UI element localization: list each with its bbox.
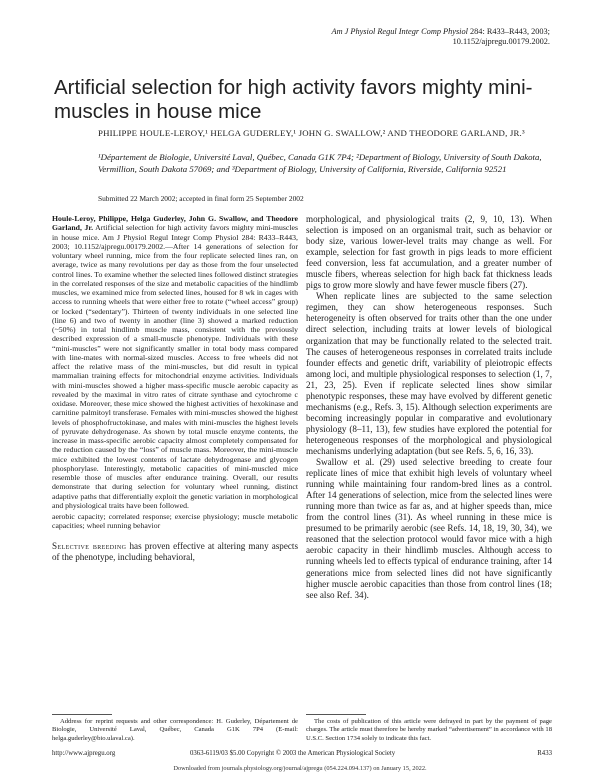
- journal-citation: [290, 27, 550, 47]
- footnote-divider-left: [52, 714, 112, 715]
- author-list: PHILIPPE HOULE-LEROY,¹ HELGA GUDERLEY,¹ JOHN G. SWALLOW,² AND THEODORE GARLAND, JR.³: [98, 128, 525, 138]
- article-title: Artificial selection for high activity favors mighty mini-muscles in house mice: [54, 76, 533, 123]
- affiliations: ¹Département de Biologie, Université Laval, Québec, Canada G1K 7P4; ²Department of Biology, University of South Dakota, Vermillion, South Dakota 57069; and ³Department of Biology, University of California, Riverside, California 92521: [98, 152, 542, 174]
- journal-doi: 10.1152/ajpregu.00179.2002.: [452, 37, 550, 46]
- journal-name: Am J Physiol Regul Integr Comp Physiol: [331, 27, 468, 36]
- footnote-divider-right: [306, 714, 366, 715]
- intro-text: has proven effective at altering many aspects of the phenotype, including behavioral,: [52, 540, 298, 562]
- body-paragraph-2: When replicate lines are subjected to the same selection regimen, they can show heterogeneous responses. Such heterogeneity is often observed for traits other than the one under direct selection, including traits at lower levels of biological organization that may be functionally related to the selected trait. The causes of heterogeneous responses in correlated traits include founder effects and genetic drift, variability of pleiotropic effects among loci, and multiple physiological responses to selection (1, 7, 21, 23, 25). Even if replicate selected lines show similar phenotypic responses, these may have evolved by different genetic mechanisms (e.g., Refs. 3, 15). Although selection experiments are becoming increasingly popular in comparative and evolutionary physiology (8–11, 13), few studies have explored the potential for heterogeneous responses of the morphological and physiological mechanisms underlying adaptation (but see Refs. 5, 6, 16, 33).: [306, 291, 552, 456]
- journal-volume-pages: 284: R433–R443, 2003;: [467, 27, 550, 36]
- body-paragraph-3: Swallow et al. (29) used selective breeding to create four replicate lines of mice that exhibit high levels of voluntary wheel running while maintaining four random-bred lines as a control. After 14 generations of selection, mice from the selected lines were running more than twice as far as, and at higher speeds than, mice from the control lines (31). As wheel running in these mice is presumed to be primarily aerobic (see Refs. 14, 18, 19, 30, 34), we reasoned that the selection protocol would favor mice with a high aerobic capacity in their hindlimb muscles. Although access to running wheels led to effects typical of endurance training, after 14 generations mice from selected lines did not have significantly higher muscle aerobic capacities than those from control lines (18; see also Ref. 34).: [306, 457, 552, 600]
- abstract-lead-authors: Houle-Leroy, Philippe, Helga Guderley, John G. Swallow, and Theodore Garland, Jr.: [52, 214, 298, 233]
- intro-smallcaps: Selective breeding: [52, 540, 127, 551]
- page-number: R433: [537, 750, 552, 757]
- journal-url-link[interactable]: http://www.ajpregu.org: [52, 750, 116, 757]
- abstract-text: Artificial selection for high activity favors mighty mini-muscles in house mice. Am J Physiol Regul Integr Comp Physiol 284: R433–R443, 2003; 10.1152/ajpregu.00179.2002.—After 14 generations of selection for voluntary wheel running, mice from the four replicate selected lines ran, on average, twice as many revolutions per day as those from the four unselected control lines. To examine whether the selected lines followed distinct strategies in the correlated responses of the size and metabolic capacities of the hindlimb muscles, we examined mice from selected lines, housed for 8 wk in cages with access to running wheels that were either free to rotate (“wheel access” group) or locked (“sedentary”). Thirteen of twenty individuals in one selected line (line 6) and two of twenty in another (line 3) showed a marked reduction (~50%) in total hindlimb muscle mass, consistent with the previously described expression of a small-muscle phenotype. Individuals with these “mini-muscles” were not significantly smaller in total body mass compared with line-mates with normal-sized muscles. Access to free wheels did not affect the relative mass of the mini-muscles, but did result in typical mammalian training effects for mitochondrial enzyme activities. Individuals with mini-muscles showed a higher mass-specific muscle aerobic capacity as revealed by the maximal in vitro rates of citrate synthase and cytochrome c oxidase. Moreover, these mice showed the highest activities of hexokinase and carnitine palmitoyl transferase. Females with mini-muscles showed the highest levels of phosphofructokinase, and males with mini-muscles the highest levels of pyruvate dehydrogenase. As shown by total muscle enzyme contents, the increase in mass-specific aerobic capacity almost completely compensated for the reduction caused by the “loss” of muscle mass. Moreover, the mini-muscle mice exhibited the lowest contents of lactate dehydrogenase and glycogen phosphorylase. Interestingly, metabolic capacities of mini-muscled mice resemble those of muscles after endurance training. Overall, our results demonstrate that during selection for voluntary wheel running, distinct adaptive paths that differentially exploit the genetic variation in morphological and physiological traits have been followed.: [52, 223, 298, 510]
- abstract: [52, 214, 298, 510]
- publication-cost-footnote: The costs of publication of this article were defrayed in part by the payment of page charges. The article must therefore be hereby marked “advertisement” in accordance with 18 U.S.C. Section 1734 solely to indicate this fact.: [306, 718, 552, 742]
- keywords: aerobic capacity; correlated response; exercise physiology; muscle metabolic capacities; wheel running behavior: [52, 512, 298, 531]
- body-paragraph-1: morphological, and physiological traits (2, 9, 10, 13). When selection is imposed on an organismal trait, such as behavior or body size, various lower-level traits may change as well. For example, selection for fast growth in pigs leads to more efficient feed conversion, less fat accumulation, and a greater number of muscle fibers, whereas selection for high back fat thickness leads pigs to grow more slowly and have fewer muscle fibers (27).: [306, 214, 552, 291]
- left-column: [52, 214, 298, 563]
- submission-dates: Submitted 22 March 2002; accepted in final form 25 September 2002: [98, 194, 304, 203]
- correspondence-footnote: Address for reprint requests and other correspondence: H. Guderley, Département de Biologie, Université Laval, Québec, Canada G1K 7P4 (E-mail: helga.guderley@bio.ulaval.ca).: [52, 718, 298, 742]
- copyright-line: 0363-6119/03 $5.00 Copyright © 2003 the American Physiological Society: [190, 750, 396, 757]
- right-column: [306, 214, 552, 601]
- intro-paragraph: [52, 541, 298, 563]
- download-watermark: Downloaded from journals.physiology.org/journal/ajpregu (054.224.094.137) on January 15, 2022.: [173, 765, 427, 772]
